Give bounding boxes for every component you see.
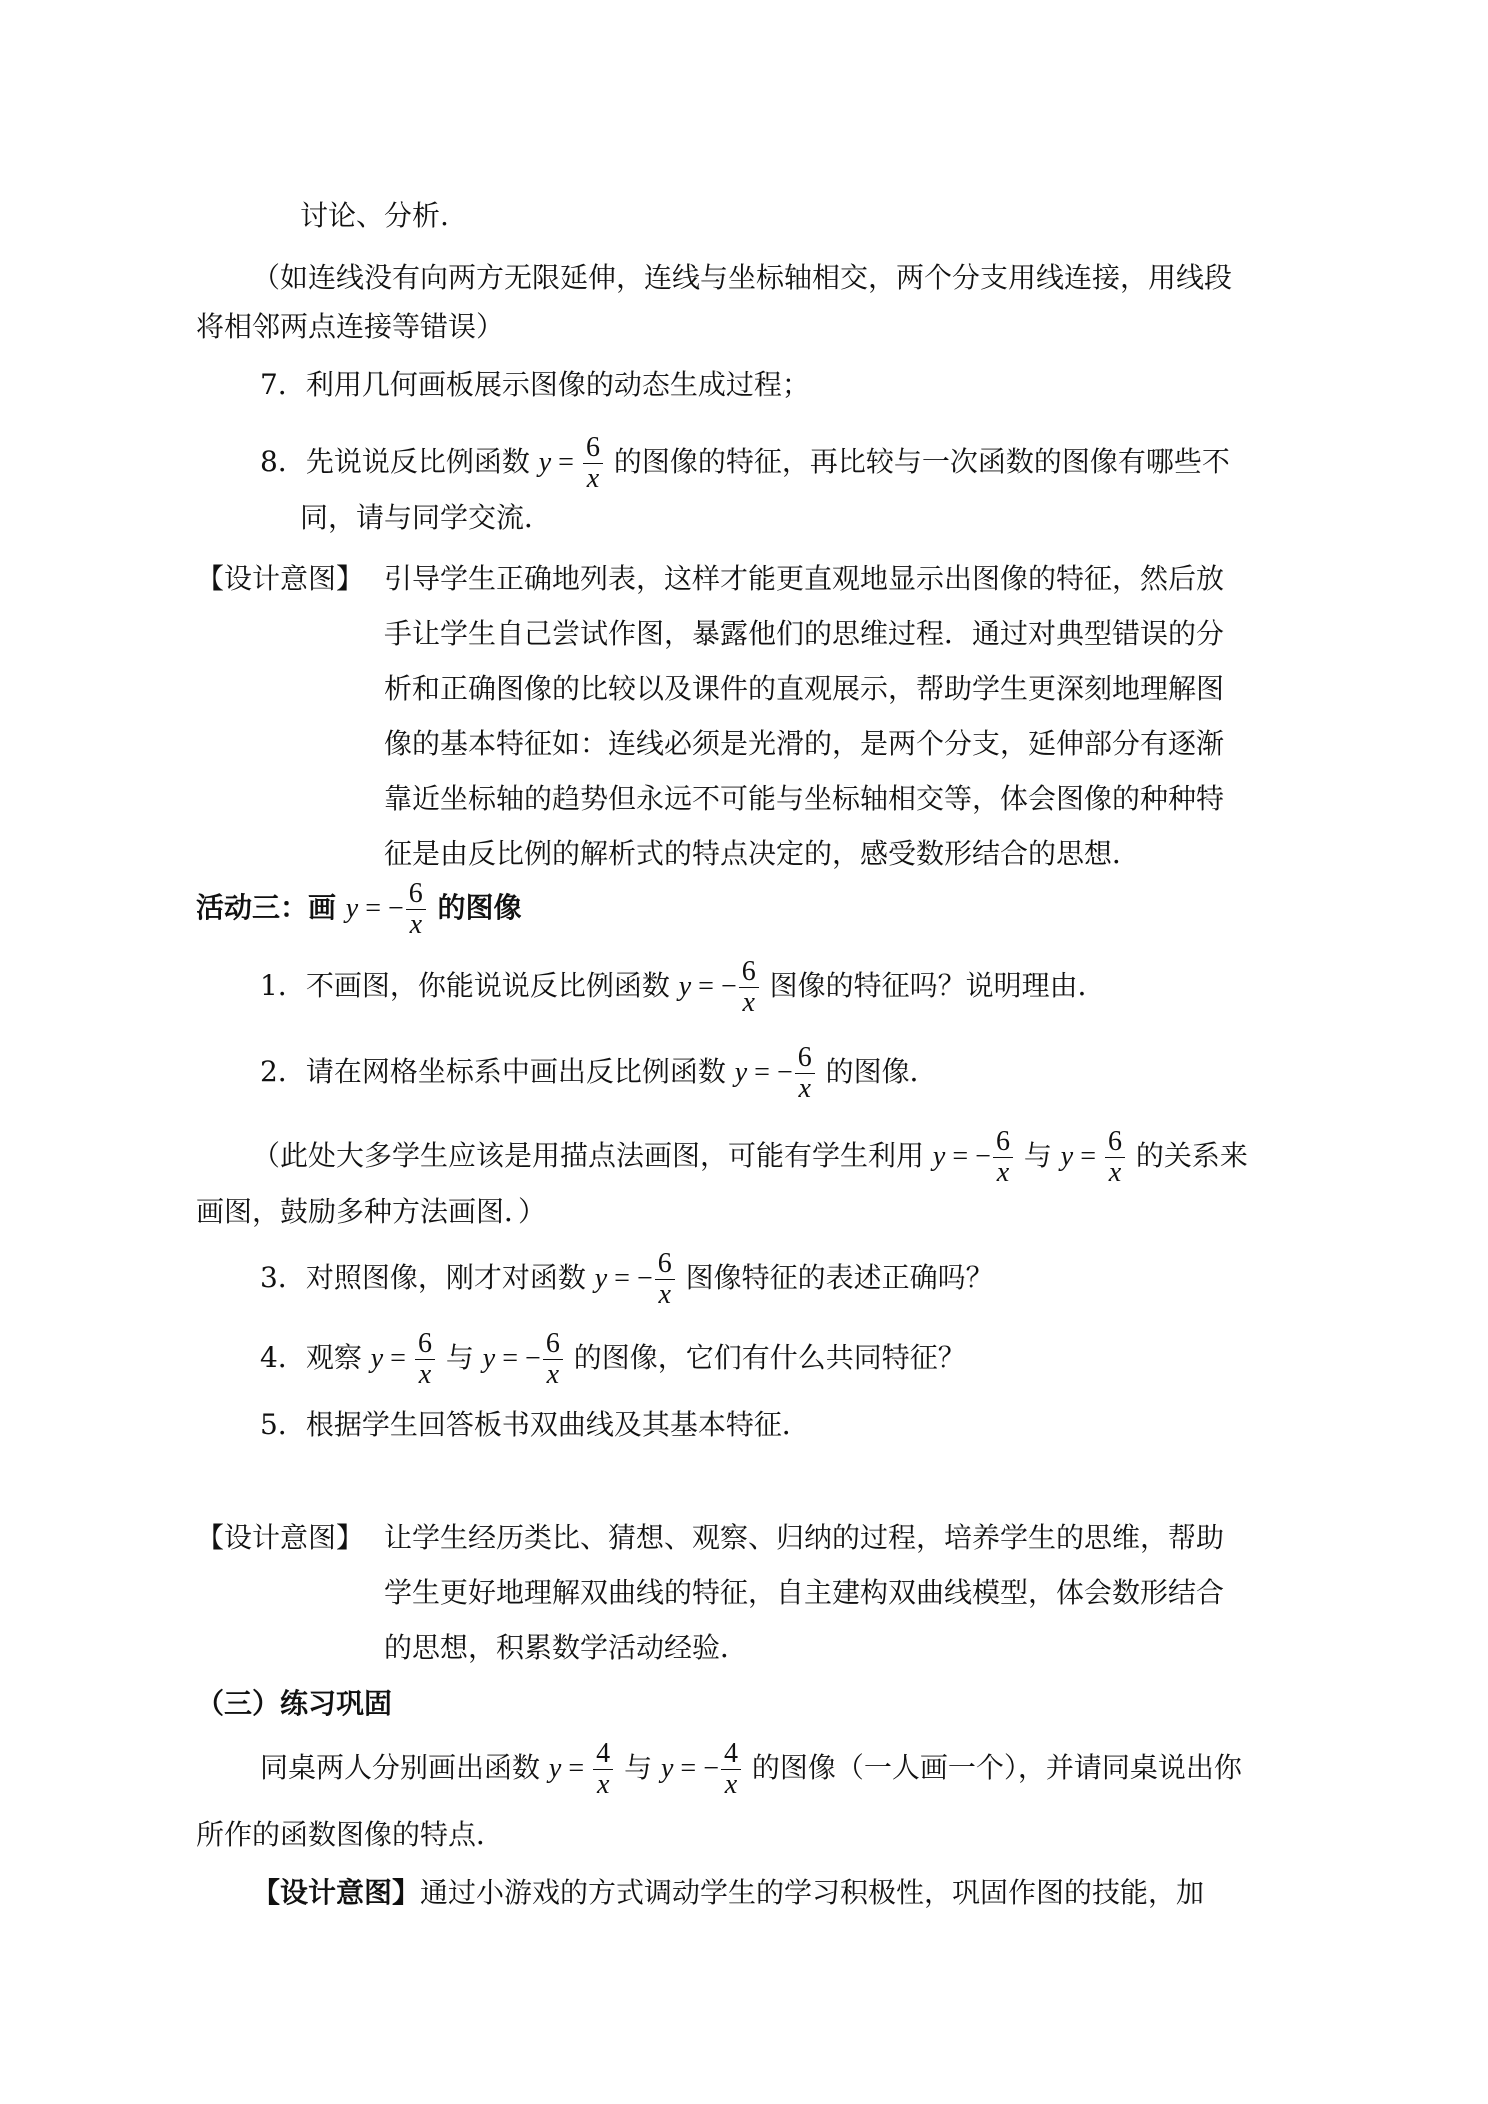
list-item-text: 与 [445, 1341, 474, 1374]
math-var-y: y [538, 447, 552, 478]
paragraph-text: 与 [624, 1751, 653, 1784]
design-intent-line: 像的基本特征如：连线必须是光滑的，是两个分支，延伸部分有逐渐 [384, 727, 1225, 760]
list-item-text: 图像的特征吗？说明理由． [769, 969, 1106, 1002]
fraction-6-over-x [739, 957, 759, 1018]
numerator: 6 [795, 1043, 815, 1074]
text-line: 讨论、分析. [300, 199, 449, 232]
math-equals-negative: = − [691, 971, 737, 1002]
text-line: 将相邻两点连接等错误） [196, 310, 505, 343]
list-item-text: 4．观察 [260, 1341, 362, 1374]
denominator: x [586, 463, 600, 494]
paragraph-text: 同桌两人分别画出函数 [260, 1751, 541, 1784]
math-var-y: y [594, 1263, 608, 1294]
denominator: x [546, 1359, 560, 1390]
list-item [260, 1240, 994, 1316]
numerator: 4 [593, 1739, 613, 1770]
list-item-text: 1．不画图，你能说说反比例函数 [260, 969, 670, 1002]
math-equals-negative: = − [673, 1753, 720, 1784]
fraction-6-over-x [795, 1043, 815, 1104]
math-equals: = [561, 1753, 592, 1784]
design-intent-line: 引导学生正确地列表，这样才能更直观地显示出图像的特征，然后放 [384, 562, 1225, 595]
math-var-y: y [1060, 1141, 1074, 1172]
paragraph-text: 的图像（一人画一个），并请同桌说出你 [751, 1751, 1242, 1784]
math-var-y: y [370, 1343, 384, 1374]
list-item [260, 1034, 938, 1110]
math-equals-negative: = − [747, 1057, 793, 1088]
math-equals-negative: = − [945, 1141, 991, 1172]
design-intent-line: 让学生经历类比、猜想、观察、归纳的过程，培养学生的思维，帮助 [384, 1521, 1225, 1554]
heading-text: 活动三：画 [196, 891, 337, 924]
list-item-text: 图像特征的表述正确吗？ [685, 1261, 994, 1294]
math-equals-negative: = − [607, 1263, 653, 1294]
note-line [252, 1118, 1248, 1194]
list-item-text: 3．对照图像，刚才对函数 [260, 1261, 586, 1294]
math-var-y: y [345, 893, 359, 924]
list-item-text: 2．请在网格坐标系中画出反比例函数 [260, 1055, 726, 1088]
denominator: x [742, 987, 755, 1018]
numerator: 4 [721, 1739, 741, 1770]
fraction-4-over-x [593, 1739, 613, 1800]
denominator: x [724, 1769, 738, 1800]
numerator: 6 [406, 879, 426, 910]
list-item [260, 1320, 966, 1396]
numerator: 6 [655, 1249, 675, 1280]
math-equals-negative: = − [358, 893, 404, 924]
section-heading [196, 870, 522, 946]
numerator: 6 [1105, 1127, 1125, 1158]
denominator: x [658, 1279, 671, 1310]
math-var-y: y [678, 971, 692, 1002]
denominator: x [996, 1157, 1010, 1188]
math-var-y: y [548, 1753, 562, 1784]
note-text: 与 [1023, 1139, 1052, 1172]
math-equals: = [383, 1343, 413, 1374]
text-line: 同，请与同学交流． [300, 501, 553, 534]
text-line [260, 1730, 1242, 1806]
list-item-text: 8．先说说反比例函数 [260, 445, 530, 478]
fraction-6-over-x [1105, 1127, 1125, 1188]
note-text: 的关系来 [1135, 1139, 1248, 1172]
numerator: 6 [415, 1329, 435, 1360]
math-equals: = [1073, 1141, 1104, 1172]
math-equals: = [551, 447, 581, 478]
list-item: 7．利用几何画板展示图像的动态生成过程； [260, 368, 810, 401]
design-intent-line: 征是由反比例的解析式的特点决定的，感受数形结合的思想． [384, 837, 1141, 870]
design-intent-line: 学生更好地理解双曲线的特征，自主建构双曲线模型，体会数形结合 [384, 1576, 1225, 1609]
design-intent-label: 【设计意图】 [196, 1521, 365, 1554]
numerator: 6 [583, 433, 603, 464]
design-intent-line: 析和正确图像的比较以及课件的直观展示，帮助学生更深刻地理解图 [384, 672, 1225, 705]
list-item-text: 的图像． [825, 1055, 938, 1088]
text-line: 画图，鼓励多种方法画图．） [196, 1195, 547, 1228]
list-item-text: 的图像的特征，再比较与一次函数的图像有哪些不 [613, 445, 1230, 478]
math-equals-negative: = − [495, 1343, 541, 1374]
fraction-6-over-x [406, 879, 426, 940]
design-intent-row [252, 1873, 1204, 1913]
heading-text: 的图像 [437, 891, 522, 924]
denominator: x [798, 1073, 811, 1104]
design-intent-line: 通过小游戏的方式调动学生的学习积极性，巩固作图的技能，加 [420, 1876, 1205, 1909]
denominator: x [418, 1359, 432, 1390]
fraction-6-over-x [655, 1249, 675, 1310]
fraction-6-over-x [583, 433, 603, 494]
section-heading: （三）练习巩固 [196, 1687, 393, 1720]
numerator: 6 [543, 1329, 563, 1360]
denominator: x [596, 1769, 610, 1800]
text-line: 所作的函数图像的特点． [196, 1818, 505, 1851]
design-intent-line: 的思想，积累数学活动经验． [384, 1631, 749, 1664]
math-var-y: y [734, 1057, 748, 1088]
denominator: x [1108, 1157, 1122, 1188]
design-intent-line: 靠近坐标轴的趋势但永远不可能与坐标轴相交等，体会图像的种种特 [384, 782, 1225, 815]
numerator: 6 [993, 1127, 1013, 1158]
design-intent-label: 【设计意图】 [252, 1876, 421, 1909]
math-var-y: y [660, 1753, 674, 1784]
design-intent-line: 手让学生自己尝试作图，暴露他们的思维过程．通过对典型错误的分 [384, 617, 1225, 650]
math-var-y: y [482, 1343, 496, 1374]
fraction-6-over-x [543, 1329, 563, 1390]
fraction-6-over-x [993, 1127, 1013, 1188]
list-item [260, 424, 1230, 500]
design-intent-label: 【设计意图】 [196, 562, 365, 595]
denominator: x [409, 909, 423, 940]
fraction-6-over-x [415, 1329, 435, 1390]
list-item: 5．根据学生回答板书双曲线及其基本特征． [260, 1408, 810, 1441]
text-line: （如连线没有向两方无限延伸，连线与坐标轴相交，两个分支用线连接，用线段 [252, 261, 1233, 294]
list-item-text: 的图像，它们有什么共同特征？ [573, 1341, 966, 1374]
note-text: （此处大多学生应该是用描点法画图，可能有学生利用 [252, 1139, 925, 1172]
fraction-4-over-x [721, 1739, 741, 1800]
list-item [260, 948, 1106, 1024]
numerator: 6 [739, 957, 759, 988]
math-var-y: y [932, 1141, 946, 1172]
